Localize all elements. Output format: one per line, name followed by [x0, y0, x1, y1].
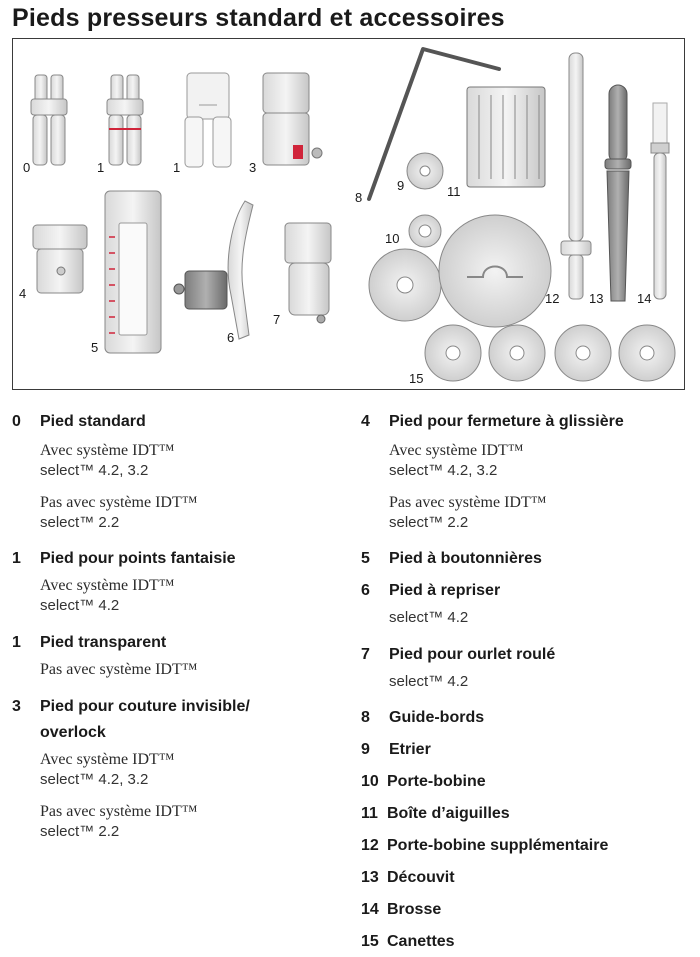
item-label: Pied transparent — [40, 634, 167, 651]
item-label: Pied standard — [40, 413, 146, 430]
callout-1a: 1 — [97, 160, 105, 175]
foot-darning — [174, 201, 253, 339]
item-sub: Pas avec système IDT™ — [389, 494, 547, 511]
callout-14: 14 — [637, 291, 652, 306]
item-sub: Pas avec système IDT™ — [40, 803, 198, 820]
item-label: Pied pour ourlet roulé — [389, 646, 556, 663]
item-sub: select™ 4.2, 3.2 — [389, 462, 498, 479]
item-label: Brosse — [387, 901, 442, 918]
spool-cap-small — [407, 153, 443, 189]
item-label: Porte-bobine — [387, 773, 486, 790]
item-label: Boîte d’aiguilles — [387, 805, 510, 822]
brush — [651, 103, 669, 299]
callout-0: 0 — [23, 160, 31, 175]
spool-holder-10 — [409, 215, 441, 247]
item-number: 1 — [12, 550, 21, 567]
item-label: Pied pour points fantaisie — [40, 550, 236, 567]
item-number: 4 — [361, 413, 370, 430]
item-sub: Avec système IDT™ — [40, 751, 175, 768]
accessories-illustration — [13, 39, 683, 388]
foot-rolled-hem — [285, 223, 331, 323]
item-number: 13 — [361, 869, 379, 886]
item-label: Etrier — [389, 741, 431, 758]
item-sub: select™ 2.2 — [40, 823, 120, 840]
callout-8: 8 — [355, 190, 363, 205]
spool-holder-medium — [369, 249, 441, 321]
callout-11: 11 — [447, 184, 461, 199]
foot-standard — [31, 75, 67, 165]
seam-ripper — [605, 85, 631, 301]
callout-9: 9 — [397, 178, 405, 193]
item-number: 6 — [361, 582, 370, 599]
item-sub: select™ 2.2 — [40, 514, 120, 531]
callout-15: 15 — [409, 371, 424, 386]
accessories-figure — [12, 38, 685, 390]
foot-buttonhole — [105, 191, 161, 353]
item-label: Découvit — [387, 869, 455, 886]
item-sub: select™ 2.2 — [389, 514, 469, 531]
item-number: 5 — [361, 550, 370, 567]
bobbins — [425, 325, 675, 381]
foot-decorative — [107, 75, 143, 165]
item-number: 14 — [361, 901, 379, 918]
foot-blind-hem — [263, 73, 322, 165]
callout-6: 6 — [227, 330, 235, 345]
item-label: Pied à repriser — [389, 582, 501, 599]
item-sub: select™ 4.2, 3.2 — [40, 771, 149, 788]
item-sub: select™ 4.2, 3.2 — [40, 462, 149, 479]
item-label: Canettes — [387, 933, 455, 950]
foot-transparent — [185, 73, 231, 167]
item-label: Porte-bobine supplémentaire — [387, 837, 609, 854]
item-label: Pied pour fermeture à glissière — [389, 413, 624, 430]
spool-holder-large — [439, 215, 551, 327]
item-sub: select™ 4.2 — [40, 597, 120, 614]
item-sub: Pas avec système IDT™ — [40, 494, 198, 511]
item-number: 0 — [12, 413, 21, 430]
item-number: 3 — [12, 698, 21, 715]
callout-12: 12 — [545, 291, 560, 306]
item-sub: Avec système IDT™ — [389, 442, 524, 459]
callout-1b: 1 — [173, 160, 181, 175]
callout-5: 5 — [91, 340, 99, 355]
item-sub: Avec système IDT™ — [40, 577, 175, 594]
page-title: Pieds presseurs standard et accessoires — [12, 4, 505, 32]
item-number: 9 — [361, 741, 370, 758]
callout-10: 10 — [385, 231, 400, 246]
additional-spool-pin — [561, 53, 591, 299]
item-number: 12 — [361, 837, 379, 854]
item-label-cont: overlock — [40, 724, 106, 741]
item-number: 11 — [361, 805, 378, 822]
item-number: 8 — [361, 709, 370, 726]
needle-box — [467, 87, 545, 187]
item-number: 7 — [361, 646, 370, 663]
callout-4: 4 — [19, 286, 27, 301]
item-sub: select™ 4.2 — [389, 673, 469, 690]
item-number: 1 — [12, 634, 21, 651]
item-number: 10 — [361, 773, 379, 790]
item-sub: Pas avec système IDT™ — [40, 661, 198, 678]
item-label: Guide-bords — [389, 709, 485, 726]
item-sub: Avec système IDT™ — [40, 442, 175, 459]
item-sub: select™ 4.2 — [389, 609, 469, 626]
item-label: Pied à boutonnières — [389, 550, 542, 567]
foot-zipper — [33, 225, 87, 293]
callout-13: 13 — [589, 291, 604, 306]
item-number: 15 — [361, 933, 379, 950]
callout-7: 7 — [273, 312, 281, 327]
item-label: Pied pour couture invisible/ — [40, 698, 250, 715]
callout-3: 3 — [249, 160, 257, 175]
